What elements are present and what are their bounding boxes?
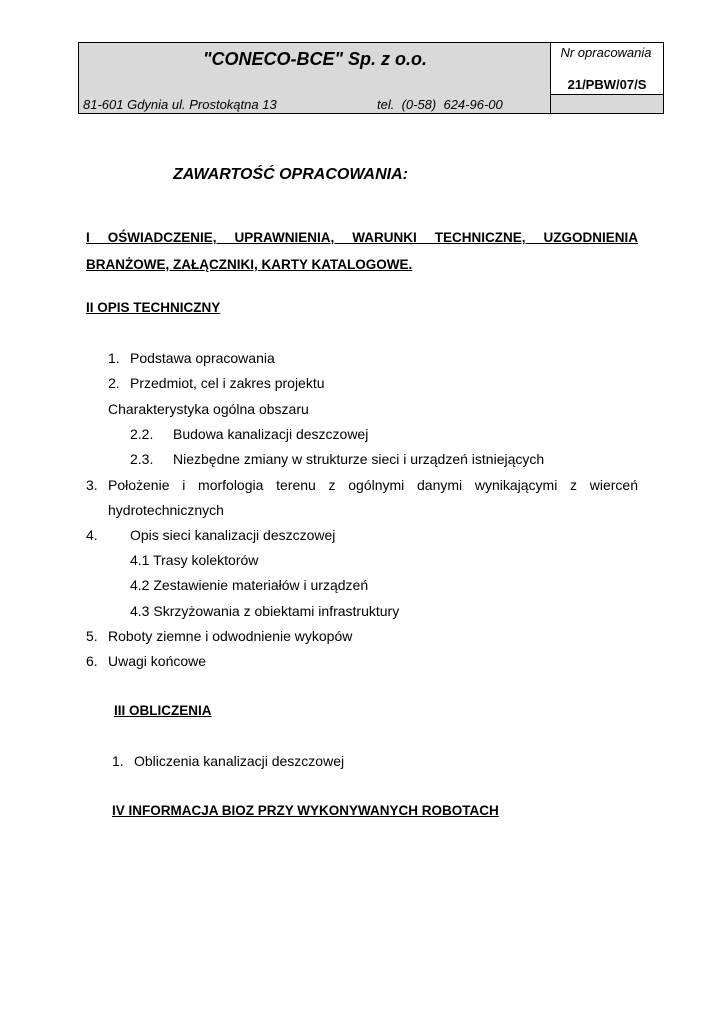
toc-number: 1.	[108, 350, 120, 366]
toc-item-calc-1: Obliczenia kanalizacji deszczowej	[134, 753, 345, 769]
section-3-heading: III OBLICZENIA	[114, 703, 212, 718]
toc-number: 3.	[86, 477, 98, 493]
company-phone: tel. (0-58) 624-96-00	[377, 97, 503, 112]
header-number-cell	[551, 43, 663, 113]
toc-item-4-1: 4.1 Trasy kolektorów	[130, 552, 259, 568]
toc-item-6: Uwagi końcowe	[108, 653, 207, 669]
company-name: "CONECO-BCE" Sp. z o.o.	[202, 49, 428, 69]
toc-item-2: Przedmiot, cel i zakres projektu	[130, 375, 325, 391]
section-1-heading: I OŚWIADCZENIE, UPRAWNIENIA, WARUNKI TECHNICZNE, UZGODNIENIA BRANŻOWE, ZAŁĄCZNIKI, KARTY KATALOGOWE.	[86, 230, 638, 272]
header-company-cell	[79, 43, 551, 113]
toc-item-4-3: 4.3 Skrzyżowania z obiektami infrastruktury	[130, 603, 400, 619]
section-2-heading: II OPIS TECHNICZNY	[86, 300, 221, 315]
toc-item-3: Położenie i morfologia terenu z ogólnymi danymi wynikającymi z wierceń hydrotechnicznych	[108, 477, 638, 518]
document-number-label: Nr opracowania	[560, 45, 652, 60]
toc-number: 6.	[86, 653, 98, 669]
toc-number: 2.3.	[130, 451, 154, 467]
toc-item-4-2: 4.2 Zestawienie materiałów i urządzeń	[130, 577, 369, 593]
toc-item-2-2: Budowa kanalizacji deszczowej	[173, 426, 369, 442]
company-address: 81-601 Gdynia ul. Prostokątna 13	[83, 97, 277, 112]
toc-number: 4.	[86, 527, 98, 543]
toc-item-5: Roboty ziemne i odwodnienie wykopów	[108, 628, 353, 644]
toc-item-1: Podstawa opracowania	[130, 350, 275, 366]
toc-item-2-3: Niezbędne zmiany w strukturze sieci i urządzeń istniejących	[173, 451, 545, 467]
toc-item-4: Opis sieci kanalizacji deszczowej	[130, 527, 336, 543]
header-table	[78, 42, 664, 114]
toc-item-2-1: Charakterystyka ogólna obszaru	[108, 401, 309, 417]
document-number: 21/PBW/07/S	[551, 75, 663, 95]
header-empty-cell	[551, 95, 663, 113]
section-4-heading: IV INFORMACJA BIOZ PRZY WYKONYWANYCH ROBOTACH	[112, 803, 499, 818]
toc-number: 1.	[112, 753, 124, 769]
toc-number: 5.	[86, 628, 98, 644]
toc-number: 2.	[108, 375, 120, 391]
page-title: ZAWARTOŚĆ OPRACOWANIA:	[173, 166, 408, 183]
toc-number: 2.2.	[130, 426, 154, 442]
